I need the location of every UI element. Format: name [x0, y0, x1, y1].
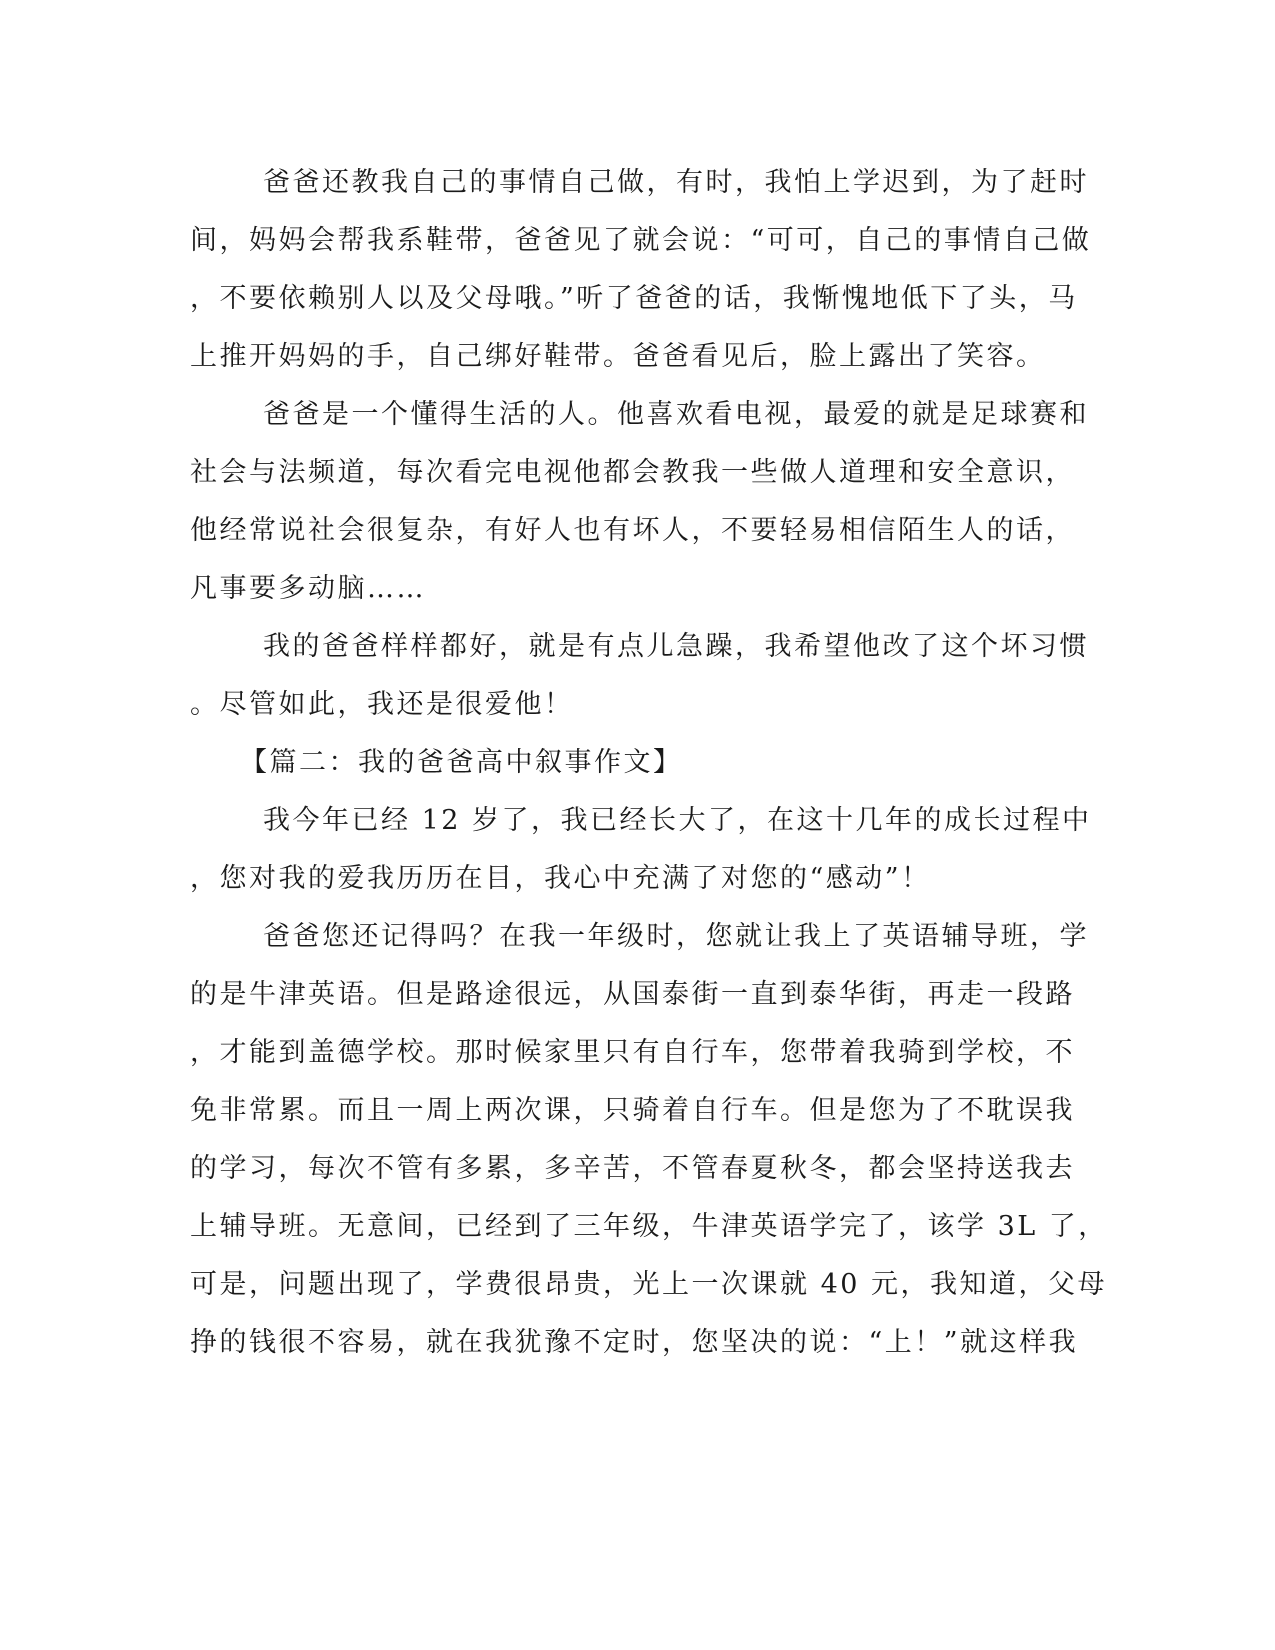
- text-line: 挣的钱很不容易，就在我犹豫不定时，您坚决的说：“上！”就这样我: [190, 1327, 1079, 1358]
- text-line: 凡事要多动脑……: [190, 573, 426, 604]
- text-line: 间，妈妈会帮我系鞋带，爸爸见了就会说：“可可，自己的事情自己做: [190, 225, 1092, 256]
- text-line: 上推开妈妈的手，自己绑好鞋带。爸爸看见后，脸上露出了笑容。: [190, 341, 1046, 372]
- text-line: 上辅导班。无意间，已经到了三年级，牛津英语学完了，该学 3L 了，: [190, 1211, 1108, 1242]
- text-line: 的是牛津英语。但是路途很远，从国泰街一直到泰华街，再走一段路: [190, 979, 1075, 1010]
- text-line: 我今年已经 12 岁了，我已经长大了，在这十几年的成长过程中: [263, 805, 1092, 836]
- text-line: 社会与法频道，每次看完电视他都会教我一些做人道理和安全意识，: [190, 457, 1075, 488]
- text-line: 我的爸爸样样都好，就是有点儿急躁，我希望他改了这个坏习惯: [263, 631, 1089, 662]
- text-line: ，才能到盖德学校。那时候家里只有自行车，您带着我骑到学校，不: [190, 1037, 1075, 1068]
- text-line: 他经常说社会很复杂，有好人也有坏人，不要轻易相信陌生人的话，: [190, 515, 1075, 546]
- text-line: 。尽管如此，我还是很爱他！: [190, 689, 574, 720]
- section-heading: 【篇二：我的爸爸高中叙事作文】: [240, 747, 683, 778]
- text-line: 爸爸还教我自己的事情自己做，有时，我怕上学迟到，为了赶时: [263, 167, 1089, 198]
- text-line: ，您对我的爱我历历在目，我心中充满了对您的“感动”！: [190, 863, 931, 894]
- text-line: 爸爸您还记得吗？在我一年级时，您就让我上了英语辅导班，学: [263, 921, 1089, 952]
- text-line: 可是，问题出现了，学费很昂贵，光上一次课就 40 元，我知道，父母: [190, 1269, 1108, 1300]
- text-line: 的学习，每次不管有多累，多辛苦，不管春夏秋冬，都会坚持送我去: [190, 1153, 1075, 1184]
- text-line: 免非常累。而且一周上两次课，只骑着自行车。但是您为了不耽误我: [190, 1095, 1075, 1126]
- text-line: 爸爸是一个懂得生活的人。他喜欢看电视，最爱的就是足球赛和: [263, 399, 1089, 430]
- text-line: ，不要依赖别人以及父母哦。”听了爸爸的话，我惭愧地低下了头，马: [190, 283, 1078, 314]
